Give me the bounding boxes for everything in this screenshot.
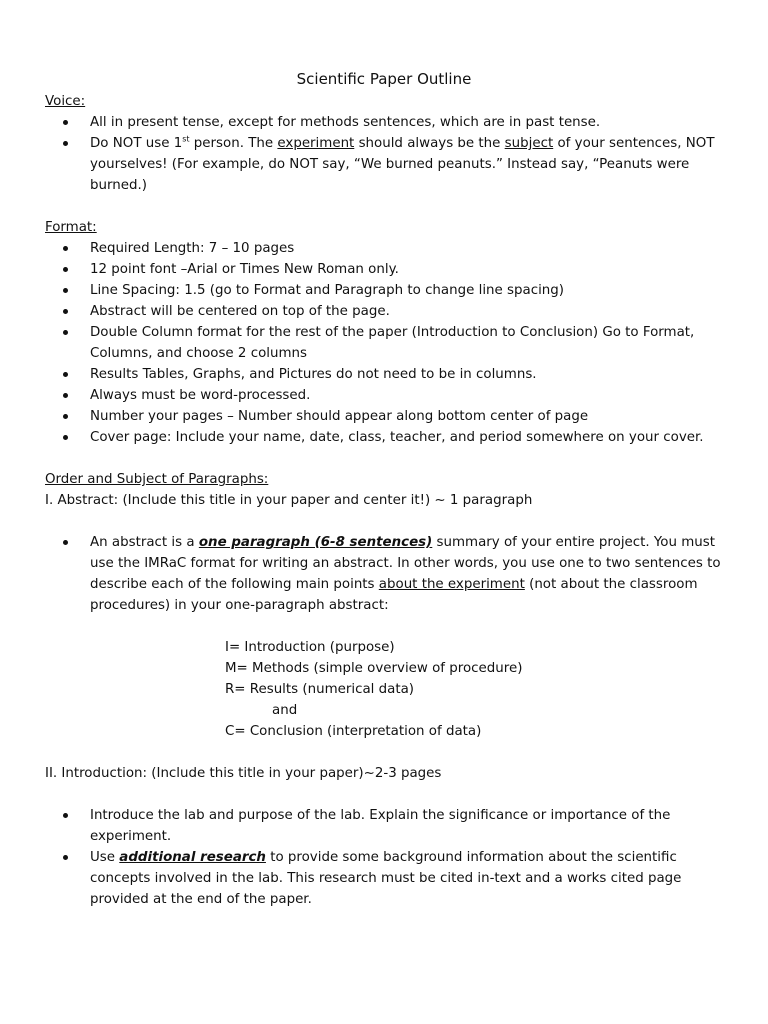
intro-item-research: Use additional research to provide some background information about the scientific concepts involved in the lab. This research must be cited in-text and a works cited page provided at the end of the paper.: [90, 850, 682, 907]
bullet-icon: [63, 280, 71, 301]
bullet-icon: [63, 805, 71, 826]
format-item-cover-page: Cover page: Include your name, date, class, teacher, and period somewhere on your cover.: [90, 430, 704, 445]
imrac-introduction: I= Introduction (purpose): [225, 640, 395, 655]
imrac-conclusion: C= Conclusion (interpretation of data): [225, 724, 482, 739]
bullet-icon: [63, 364, 71, 385]
abstract-description: An abstract is a one paragraph (6-8 sentences) summary of your entire project. You must use the IMRaC format for writing an abstract. In other words, you use one to two sentences to describe each of the following main points about the experiment (not about the classroom procedures) in your one-paragraph abstract:: [90, 535, 721, 613]
bullet-icon: [63, 238, 71, 259]
bullet-icon: [63, 532, 71, 553]
voice-item-person: Do NOT use 1st person. The experiment should always be the subject of your sentences, NOT yourselves! (For example, do NOT say, “We burned peanuts.” Instead say, “Peanuts were burned.): [90, 134, 715, 193]
page-title: Scientific Paper Outline: [296, 70, 472, 88]
format-heading: Format:: [45, 220, 97, 235]
bullet-icon: [63, 322, 71, 343]
bullet-icon: [63, 112, 71, 133]
format-item-page-numbers: Number your pages – Number should appear along bottom center of page: [90, 409, 589, 424]
emphasis-additional-research: additional research: [119, 850, 266, 865]
bullet-icon: [63, 406, 71, 427]
format-item-font: 12 point font –Arial or Times New Roman only.: [90, 262, 399, 277]
format-item-word-processed: Always must be word-processed.: [90, 388, 311, 403]
order-heading: Order and Subject of Paragraphs:: [45, 472, 269, 487]
underlined-about-experiment: about the experiment: [378, 577, 525, 592]
bullet-icon: [63, 427, 71, 448]
bullet-icon: [63, 259, 71, 280]
bullet-icon: [63, 385, 71, 406]
bullet-icon: [63, 133, 71, 154]
ordinal-superscript: st: [182, 134, 190, 144]
format-item-spacing: Line Spacing: 1.5 (go to Format and Paragraph to change line spacing): [90, 283, 565, 298]
introduction-section-title: II. Introduction: (Include this title in your paper)~2-3 pages: [45, 766, 442, 781]
abstract-section-title: I. Abstract: (Include this title in your paper and center it!) ~ 1 paragraph: [45, 493, 533, 508]
underlined-experiment: experiment: [277, 136, 355, 151]
imrac-results: R= Results (numerical data): [225, 682, 415, 697]
format-item-results: Results Tables, Graphs, and Pictures do not need to be in columns.: [90, 367, 537, 382]
voice-heading: Voice:: [45, 94, 86, 109]
format-item-length: Required Length: 7 – 10 pages: [90, 241, 295, 256]
emphasis-one-paragraph: one paragraph (6-8 sentences): [198, 535, 433, 550]
imrac-and: and: [272, 703, 298, 718]
format-item-abstract: Abstract will be centered on top of the page.: [90, 304, 390, 319]
bullet-icon: [63, 847, 71, 868]
voice-item-tense: All in present tense, except for methods sentences, which are in past tense.: [90, 115, 601, 130]
bullet-icon: [63, 301, 71, 322]
intro-item-purpose: Introduce the lab and purpose of the lab. Explain the significance or importance of the experiment.: [90, 808, 671, 844]
format-item-columns: Double Column format for the rest of the paper (Introduction to Conclusion) Go to Format, Columns, and choose 2 columns: [90, 325, 695, 361]
imrac-methods: M= Methods (simple overview of procedure): [225, 661, 523, 676]
underlined-subject: subject: [504, 136, 554, 151]
